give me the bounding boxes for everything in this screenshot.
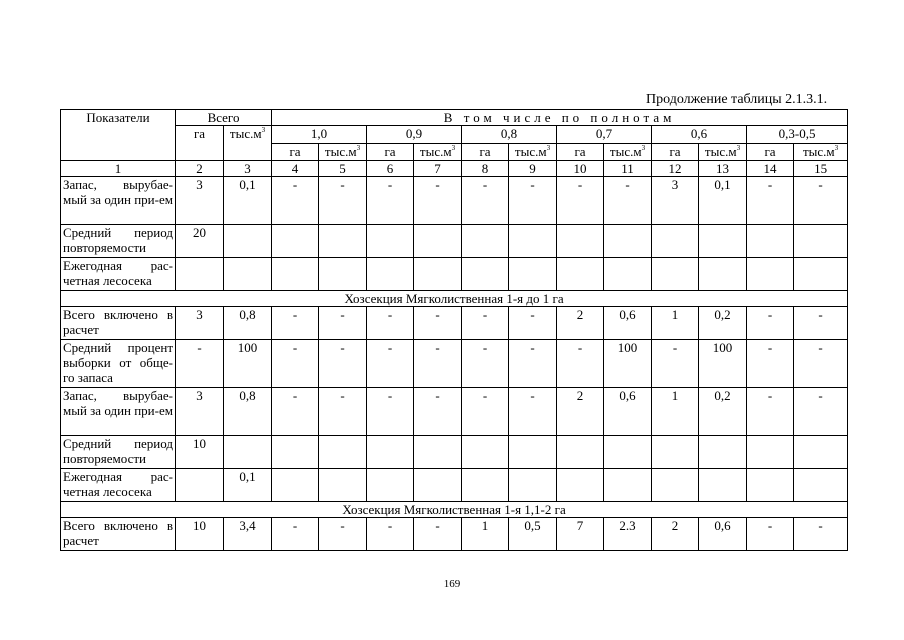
density-header: 0,9 <box>367 126 462 144</box>
table-cell: 3 <box>176 177 224 225</box>
table-cell: 10 <box>176 518 224 551</box>
table-cell <box>652 258 699 291</box>
table-cell: 1 <box>652 388 699 436</box>
row-label: Ежегодная рас-четная лесосека <box>61 258 176 291</box>
table-cell: 1 <box>462 518 509 551</box>
table-cell: - <box>319 518 367 551</box>
table-cell <box>414 258 462 291</box>
table-row <box>61 388 848 436</box>
column-number: 14 <box>747 161 794 177</box>
table-cell <box>224 258 272 291</box>
table-cell <box>509 436 557 469</box>
table-cell <box>794 469 848 502</box>
table-cell: - <box>414 307 462 340</box>
density-header: 0,3-0,5 <box>747 126 848 144</box>
table-cell: - <box>319 177 367 225</box>
table-cell: - <box>367 518 414 551</box>
table-cell <box>462 225 509 258</box>
table-cell: - <box>319 340 367 388</box>
table-cell: 0,1 <box>699 177 747 225</box>
row-label: Средний процент выборки от обще-го запаса <box>61 340 176 388</box>
table-cell <box>367 469 414 502</box>
table-cell: - <box>414 340 462 388</box>
table-cell: - <box>272 307 319 340</box>
table-cell <box>604 258 652 291</box>
table-row <box>61 177 848 225</box>
table-cell <box>699 436 747 469</box>
header-indicators: Показатели <box>61 110 176 161</box>
table-row <box>61 469 848 502</box>
row-label: Запас, вырубае-мый за один при-ем <box>61 177 176 225</box>
unit-ha: га <box>367 144 414 161</box>
table-cell <box>794 225 848 258</box>
unit-ha: га <box>747 144 794 161</box>
table-cell: - <box>176 340 224 388</box>
table-cell: - <box>557 177 604 225</box>
table-cell: 100 <box>224 340 272 388</box>
table-cell <box>414 225 462 258</box>
table-cell: - <box>794 177 848 225</box>
table-cell: 10 <box>176 436 224 469</box>
table-cell: - <box>414 177 462 225</box>
table-cell: 2 <box>652 518 699 551</box>
table-cell: 0,6 <box>604 388 652 436</box>
header-including: В том числе по полнотам <box>272 110 848 126</box>
table-cell: - <box>509 340 557 388</box>
column-number: 1 <box>61 161 176 177</box>
table-row <box>61 307 848 340</box>
column-number: 2 <box>176 161 224 177</box>
table-cell: - <box>367 307 414 340</box>
table-cell: 0,8 <box>224 307 272 340</box>
table-cell <box>272 469 319 502</box>
table-cell <box>509 225 557 258</box>
table-cell: - <box>414 518 462 551</box>
table-cell: 0,1 <box>224 469 272 502</box>
table-row <box>61 340 848 388</box>
table-cell: 0,2 <box>699 388 747 436</box>
unit-volume: $тыс.м^3$ <box>509 144 557 161</box>
table-cell: - <box>414 388 462 436</box>
table-cell: - <box>794 340 848 388</box>
table-cell: - <box>319 307 367 340</box>
table-cell <box>557 469 604 502</box>
table-cell: - <box>272 177 319 225</box>
table-cell <box>462 469 509 502</box>
table-cell: - <box>509 307 557 340</box>
table-cell <box>557 258 604 291</box>
table-cell: 100 <box>699 340 747 388</box>
table-cell <box>272 258 319 291</box>
column-number: 11 <box>604 161 652 177</box>
table-cell: - <box>794 388 848 436</box>
table-cell: - <box>462 307 509 340</box>
row-label: Всего включено в расчет <box>61 307 176 340</box>
table-cell <box>604 436 652 469</box>
table-cell: - <box>509 388 557 436</box>
table-cell: - <box>272 340 319 388</box>
table-cell: 0,2 <box>699 307 747 340</box>
table-cell <box>794 436 848 469</box>
table-cell: - <box>747 340 794 388</box>
table-cell <box>319 469 367 502</box>
column-number: 8 <box>462 161 509 177</box>
table-row <box>61 258 848 291</box>
table-cell <box>699 225 747 258</box>
row-label: Средний период повторяемости <box>61 436 176 469</box>
table-cell <box>272 436 319 469</box>
column-number: 6 <box>367 161 414 177</box>
unit-volume: $тыс.м^3$ <box>319 144 367 161</box>
table-cell <box>414 469 462 502</box>
unit-volume: $тыс.м^3$ <box>699 144 747 161</box>
table-cell: - <box>462 388 509 436</box>
table-cell: 2 <box>557 307 604 340</box>
table-cell <box>747 258 794 291</box>
row-label: Средний период повторяемости <box>61 225 176 258</box>
table-cell <box>176 258 224 291</box>
table-row <box>61 225 848 258</box>
table-cell: 0,5 <box>509 518 557 551</box>
table-cell: - <box>747 307 794 340</box>
table-cell: - <box>604 177 652 225</box>
row-label: Запас, вырубае-мый за один при-ем <box>61 388 176 436</box>
table-cell <box>604 225 652 258</box>
table-cell <box>224 436 272 469</box>
unit-ha: га <box>557 144 604 161</box>
table-cell: - <box>747 518 794 551</box>
table-cell: - <box>747 177 794 225</box>
unit-ha: га <box>272 144 319 161</box>
table-cell: - <box>367 177 414 225</box>
row-label: Всего включено в расчет <box>61 518 176 551</box>
table-cell <box>367 436 414 469</box>
header-total-ha: га <box>176 126 224 161</box>
table-cell: 2.3 <box>604 518 652 551</box>
column-number: 13 <box>699 161 747 177</box>
table-cell <box>509 258 557 291</box>
table-cell <box>319 258 367 291</box>
table-cell <box>747 469 794 502</box>
table-cell <box>794 258 848 291</box>
unit-ha: га <box>462 144 509 161</box>
table-cell: - <box>272 388 319 436</box>
table-cell: 3 <box>176 388 224 436</box>
density-header: 1,0 <box>272 126 367 144</box>
table-cell: - <box>367 340 414 388</box>
table-cell: 1 <box>652 307 699 340</box>
column-number: 10 <box>557 161 604 177</box>
table-cell <box>367 258 414 291</box>
table-cell <box>557 436 604 469</box>
table-cell: 2 <box>557 388 604 436</box>
table-cell: 0,6 <box>699 518 747 551</box>
table-cell: - <box>319 388 367 436</box>
section-row <box>61 291 848 307</box>
table-cell: - <box>509 177 557 225</box>
table-cell <box>652 436 699 469</box>
table-cell <box>652 225 699 258</box>
density-header: 0,6 <box>652 126 747 144</box>
unit-ha: га <box>652 144 699 161</box>
table-cell: 7 <box>557 518 604 551</box>
column-number: 7 <box>414 161 462 177</box>
table-cell: - <box>367 388 414 436</box>
table-cell <box>604 469 652 502</box>
table-cell <box>319 436 367 469</box>
table-caption: Продолжение таблицы 2.1.3.1. <box>646 92 828 107</box>
table-cell: 0,6 <box>604 307 652 340</box>
table-cell <box>747 436 794 469</box>
table-cell: - <box>652 340 699 388</box>
column-number: 4 <box>272 161 319 177</box>
table-cell <box>652 469 699 502</box>
header-total-volume: $тыс.м^3$ <box>224 126 272 161</box>
density-header: 0,8 <box>462 126 557 144</box>
table-cell: - <box>272 518 319 551</box>
table-cell <box>462 258 509 291</box>
table-cell: - <box>462 340 509 388</box>
table-cell <box>699 258 747 291</box>
table-cell <box>557 225 604 258</box>
data-table <box>60 109 848 551</box>
table-cell: - <box>462 177 509 225</box>
row-label: Ежегодная рас-четная лесосека <box>61 469 176 502</box>
header-total: Всего <box>176 110 272 126</box>
section-row <box>61 502 848 518</box>
table-cell: - <box>747 388 794 436</box>
table-cell: - <box>557 340 604 388</box>
table-cell: 0,1 <box>224 177 272 225</box>
column-number: 5 <box>319 161 367 177</box>
table-cell: 0,8 <box>224 388 272 436</box>
column-number: 3 <box>224 161 272 177</box>
column-number: 9 <box>509 161 557 177</box>
column-number: 12 <box>652 161 699 177</box>
section-title: Хозсекция Мягколиственная 1-я 1,1-2 га <box>61 502 848 518</box>
table-cell <box>747 225 794 258</box>
table-cell: - <box>794 518 848 551</box>
page-number: 169 <box>443 578 461 590</box>
table-cell <box>319 225 367 258</box>
column-number: 15 <box>794 161 848 177</box>
table-cell: 20 <box>176 225 224 258</box>
table-cell: - <box>794 307 848 340</box>
table-cell <box>699 469 747 502</box>
table-cell <box>462 436 509 469</box>
unit-volume: $тыс.м^3$ <box>604 144 652 161</box>
table-cell <box>272 225 319 258</box>
table-cell: 3 <box>176 307 224 340</box>
table-cell <box>176 469 224 502</box>
table-row <box>61 518 848 551</box>
table-cell: 3,4 <box>224 518 272 551</box>
table-cell: 3 <box>652 177 699 225</box>
table-cell: 100 <box>604 340 652 388</box>
table-cell <box>414 436 462 469</box>
section-title: Хозсекция Мягколиственная 1-я до 1 га <box>61 291 848 307</box>
table-cell <box>367 225 414 258</box>
table-cell <box>224 225 272 258</box>
table-row <box>61 436 848 469</box>
density-header: 0,7 <box>557 126 652 144</box>
unit-volume: $тыс.м^3$ <box>794 144 848 161</box>
unit-volume: $тыс.м^3$ <box>414 144 462 161</box>
table-cell <box>509 469 557 502</box>
